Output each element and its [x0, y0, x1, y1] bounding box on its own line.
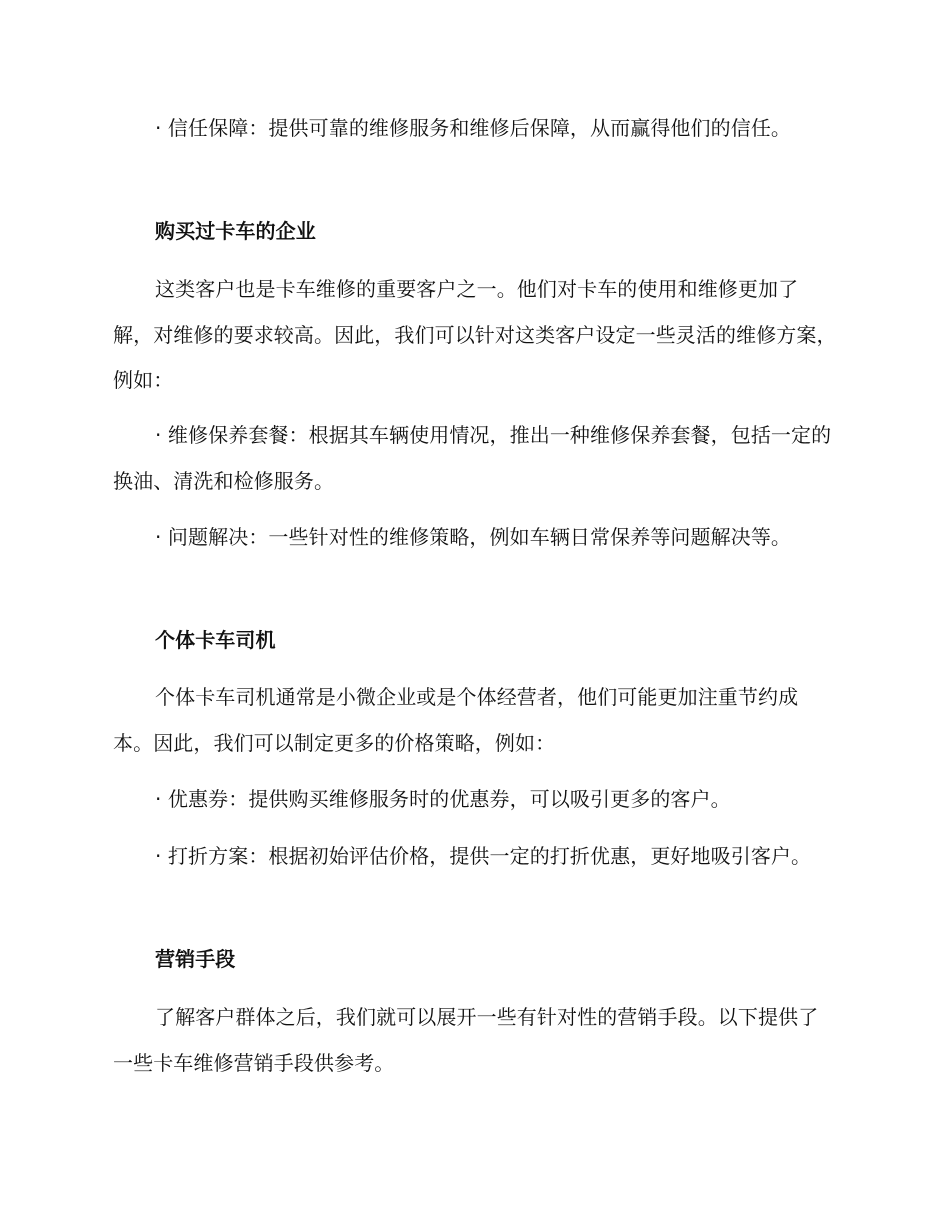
bullet-trust-guarantee: · 信任保障：提供可靠的维修服务和维修后保障，从而赢得他们的信任。 — [155, 116, 792, 140]
bullet-coupons: · 优惠券：提供购买维修服务时的优惠券，可以吸引更多的客户。 — [155, 787, 731, 811]
paragraph-marketing-methods: 了解客户群体之后，我们就可以展开一些有针对性的营销手段。以下提供了一些卡车维修营销手段供参考。 — [113, 1005, 819, 1075]
section-heading-individual-drivers: 个体卡车司机 — [155, 628, 276, 652]
paragraph-truck-companies: 这类客户也是卡车维修的重要客户之一。他们对卡车的使用和维修更加了解，对维修的要求较高。因此，我们可以针对这类客户设定一些灵活的维修方案，例如： — [113, 277, 837, 393]
paragraph-individual-drivers: 个体卡车司机通常是小微企业或是个体经营者，他们可能更加注重节约成本。因此，我们可以制定更多的价格策略，例如： — [113, 685, 799, 755]
section-heading-truck-companies: 购买过卡车的企业 — [155, 219, 316, 243]
bullet-problem-solving: · 问题解决：一些针对性的维修策略，例如车辆日常保养等问题解决等。 — [155, 525, 792, 549]
bullet-discount-plan: · 打折方案：根据初始评估价格，提供一定的打折优惠，更好地吸引客户。 — [155, 844, 812, 868]
bullet-maintenance-package: · 维修保养套餐：根据其车辆使用情况，推出一种维修保养套餐，包括一定的换油、清洗和检修服务。 — [113, 423, 832, 493]
section-heading-marketing-methods: 营销手段 — [155, 947, 236, 971]
